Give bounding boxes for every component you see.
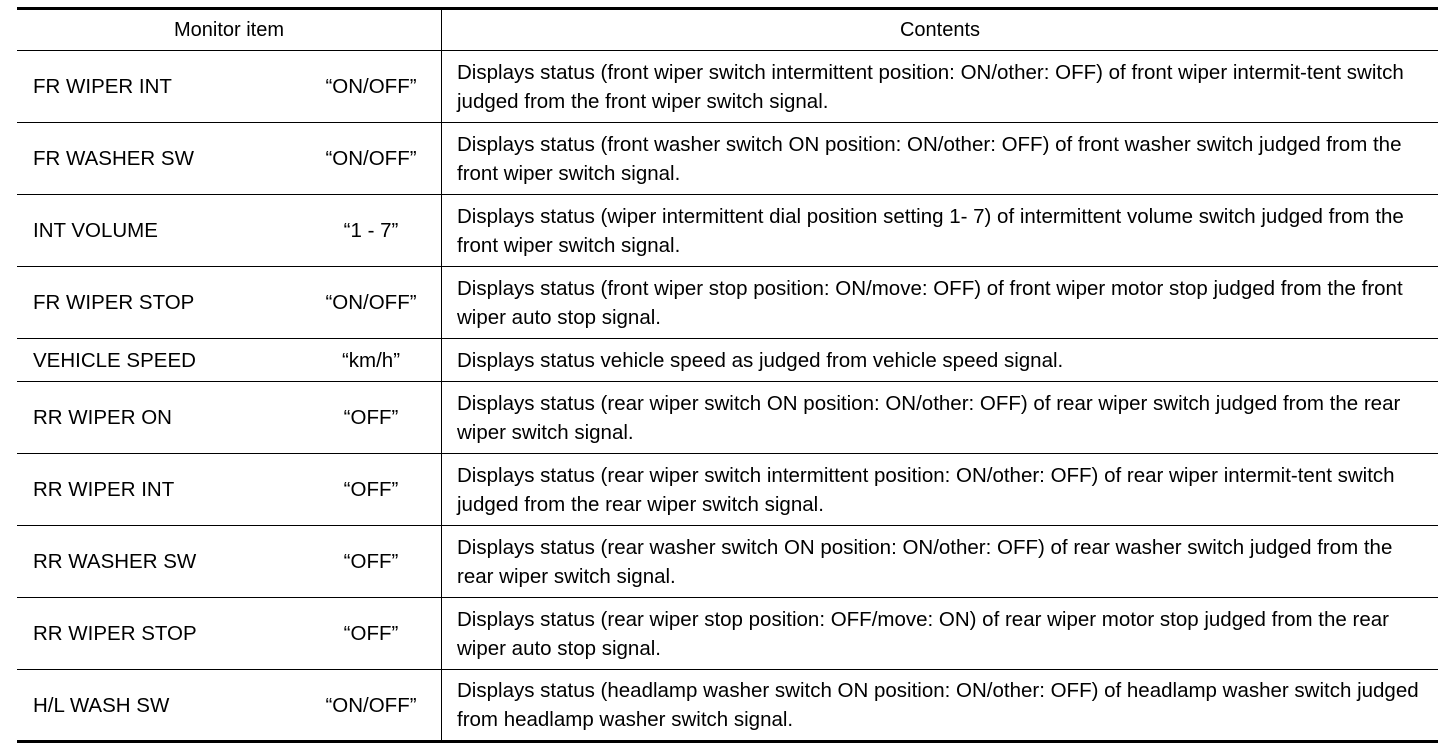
monitor-item-cell [17,267,442,339]
monitor-item-name: FR WIPER INT [33,75,172,98]
monitor-item-name: RR WASHER SW [33,550,197,573]
contents-cell: Displays status (rear wiper stop position: OFF/move: ON) of rear wiper motor stop judged from the rear wiper auto stop signal. [442,598,1439,670]
monitor-item-name: RR WIPER ON [33,406,172,429]
monitor-item-cell [17,598,442,670]
monitor-item-cell [17,339,442,382]
table-row [17,598,1438,670]
monitor-item-name: RR WIPER INT [33,478,175,501]
table-row [17,454,1438,526]
table-row [17,382,1438,454]
monitor-item-cell [17,454,442,526]
monitor-item-name: FR WIPER STOP [33,291,195,314]
table-row [17,670,1438,742]
contents-cell: Displays status (wiper intermittent dial position setting 1- 7) of intermittent volume switch judged from the front wiper switch signal. [442,195,1439,267]
contents-cell: Displays status vehicle speed as judged from vehicle speed signal. [442,339,1439,382]
monitor-item-value: “OFF” [343,478,399,501]
monitor-item-cell [17,526,442,598]
table-header-row [17,9,1438,51]
contents-cell: Displays status (rear washer switch ON position: ON/other: OFF) of rear washer switch judged from the rear wiper switch signal. [442,526,1439,598]
monitor-item-value: “ON/OFF” [325,291,417,314]
monitor-item-cell [17,382,442,454]
monitor-item-value: “ON/OFF” [325,147,417,170]
contents-cell: Displays status (rear wiper switch intermittent position: ON/other: OFF) of rear wiper intermit-tent switch judged from the rear wiper switch signal. [442,454,1439,526]
monitor-item-name: VEHICLE SPEED [33,348,196,372]
monitor-item-value: “km/h” [341,348,401,372]
monitor-item-name: INT VOLUME [33,219,158,242]
table-row [17,526,1438,598]
monitor-item-name: RR WIPER STOP [33,622,197,645]
table-row [17,339,1438,382]
monitor-item-value: “ON/OFF” [325,693,417,717]
monitor-item-value: “OFF” [343,622,399,645]
contents-cell: Displays status (rear wiper switch ON position: ON/other: OFF) of rear wiper switch judged from the rear wiper switch signal. [442,382,1439,454]
monitor-item-cell [17,123,442,195]
table-row [17,51,1438,123]
header-contents: Contents [442,9,1439,51]
monitor-item-cell [17,51,442,123]
contents-cell: Displays status (headlamp washer switch ON position: ON/other: OFF) of headlamp washer switch judged from headlamp washer switch signal. [442,670,1439,742]
monitor-item-name: FR WASHER SW [33,147,194,170]
monitor-item-name: H/L WASH SW [33,693,170,717]
monitor-table-container [17,7,1437,743]
monitor-item-value: “OFF” [343,406,399,429]
table-row [17,195,1438,267]
monitor-item-cell [17,195,442,267]
contents-cell: Displays status (front wiper switch intermittent position: ON/other: OFF) of front wiper intermit-tent switch judged from the front wiper switch signal. [442,51,1439,123]
contents-cell: Displays status (front washer switch ON position: ON/other: OFF) of front washer switch judged from the front wiper switch signal. [442,123,1439,195]
header-monitor-item: Monitor item [17,9,442,51]
contents-cell: Displays status (front wiper stop position: ON/move: OFF) of front wiper motor stop judged from the front wiper auto stop signal. [442,267,1439,339]
monitor-item-cell [17,670,442,742]
monitor-item-value: “1 - 7” [343,219,399,242]
monitor-item-value: “ON/OFF” [325,75,417,98]
table-row [17,123,1438,195]
table-row [17,267,1438,339]
monitor-item-value: “OFF” [343,550,399,573]
monitor-item-table [17,7,1438,743]
